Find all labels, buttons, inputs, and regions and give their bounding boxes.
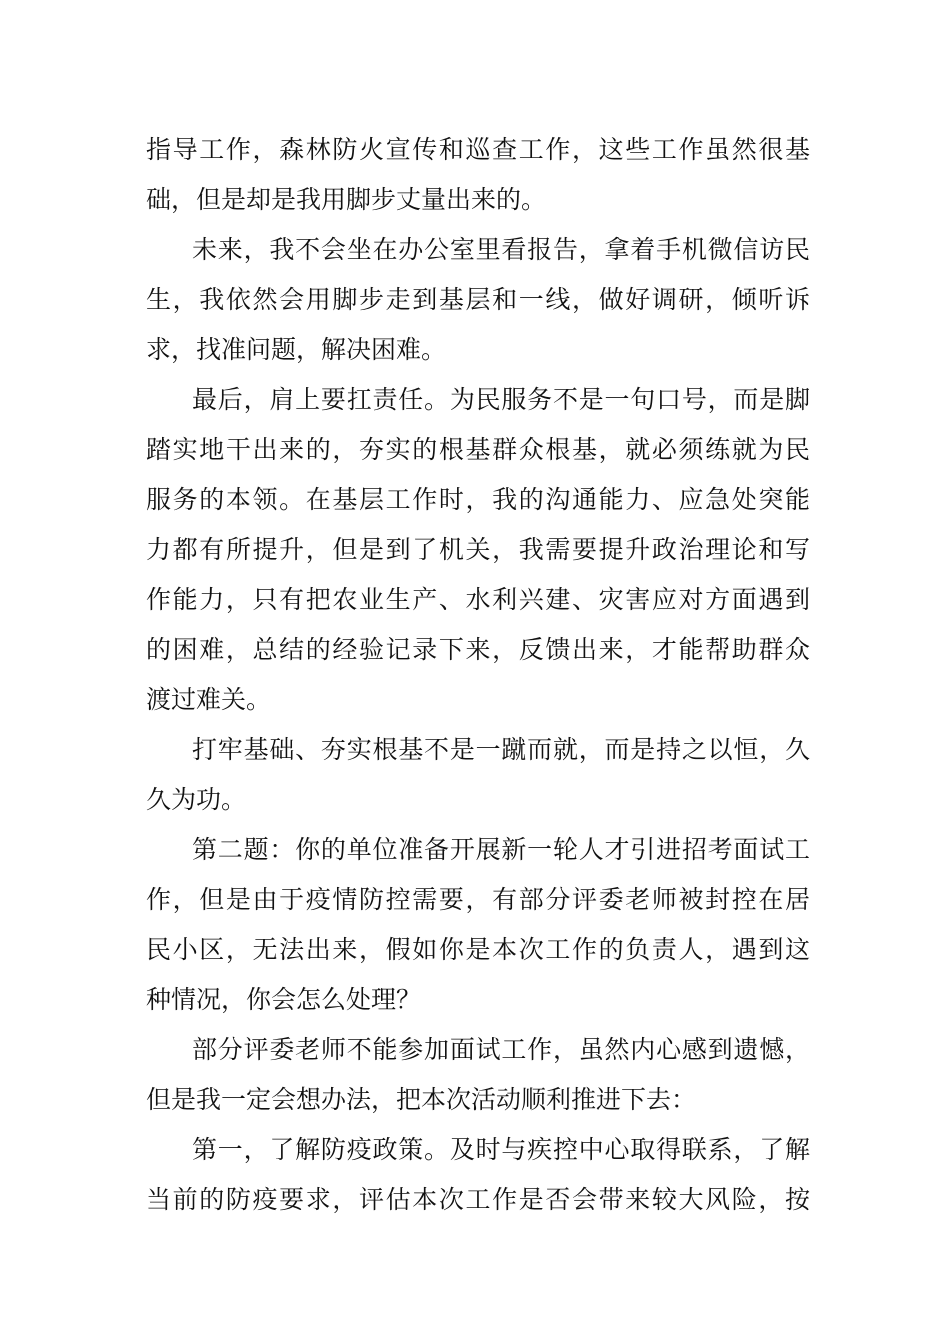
text-line: 但是我一定会想办法，把本次活动顺利推进下去：: [146, 1085, 697, 1114]
text-line: 种情况，你会怎么处理？: [146, 985, 422, 1014]
text-line: 作能力，只有把农业生产、水利兴建、灾害应对方面遇到: [146, 585, 810, 614]
text-line: 渡过难关。: [146, 685, 272, 714]
text-line: 求，找准问题，解决困难。: [146, 335, 447, 364]
text-line: 力都有所提升，但是到了机关，我需要提升政治理论和写: [146, 535, 810, 564]
text-line: 踏实地干出来的，夯实的根基群众根基，就必须练就为民: [146, 435, 810, 464]
text-line: 的困难，总结的经验记录下来，反馈出来，才能帮助群众: [146, 635, 810, 664]
text-line: 服务的本领。在基层工作时，我的沟通能力、应急处突能: [146, 485, 810, 514]
text-line: 础，但是却是我用脚步丈量出来的。: [146, 185, 547, 214]
text-line: 指导工作，森林防火宣传和巡查工作，这些工作虽然很基: [146, 135, 810, 164]
paragraph-first-line: 最后，肩上要扛责任。为民服务不是一句口号，而是脚: [192, 385, 810, 414]
paragraph-first-line: 打牢基础、夯实根基不是一蹴而就，而是持之以恒，久: [192, 735, 810, 764]
paragraph-first-line: 部分评委老师不能参加面试工作，虽然内心感到遗憾，: [192, 1035, 810, 1064]
text-line: 当前的防疫要求，评估本次工作是否会带来较大风险，按: [146, 1185, 810, 1214]
text-line: 生，我依然会用脚步走到基层和一线，做好调研，倾听诉: [146, 285, 810, 314]
paragraph-first-line: 第一，了解防疫政策。及时与疾控中心取得联系，了解: [192, 1135, 810, 1164]
text-line: 作，但是由于疫情防控需要，有部分评委老师被封控在居: [146, 885, 810, 914]
paragraph-first-line: 未来，我不会坐在办公室里看报告，拿着手机微信访民: [192, 235, 810, 264]
question-heading-line: 第二题：你的单位准备开展新一轮人才引进招考面试工: [192, 835, 810, 864]
text-line: 久为功。: [146, 785, 247, 814]
text-line: 民小区，无法出来，假如你是本次工作的负责人，遇到这: [146, 935, 810, 964]
